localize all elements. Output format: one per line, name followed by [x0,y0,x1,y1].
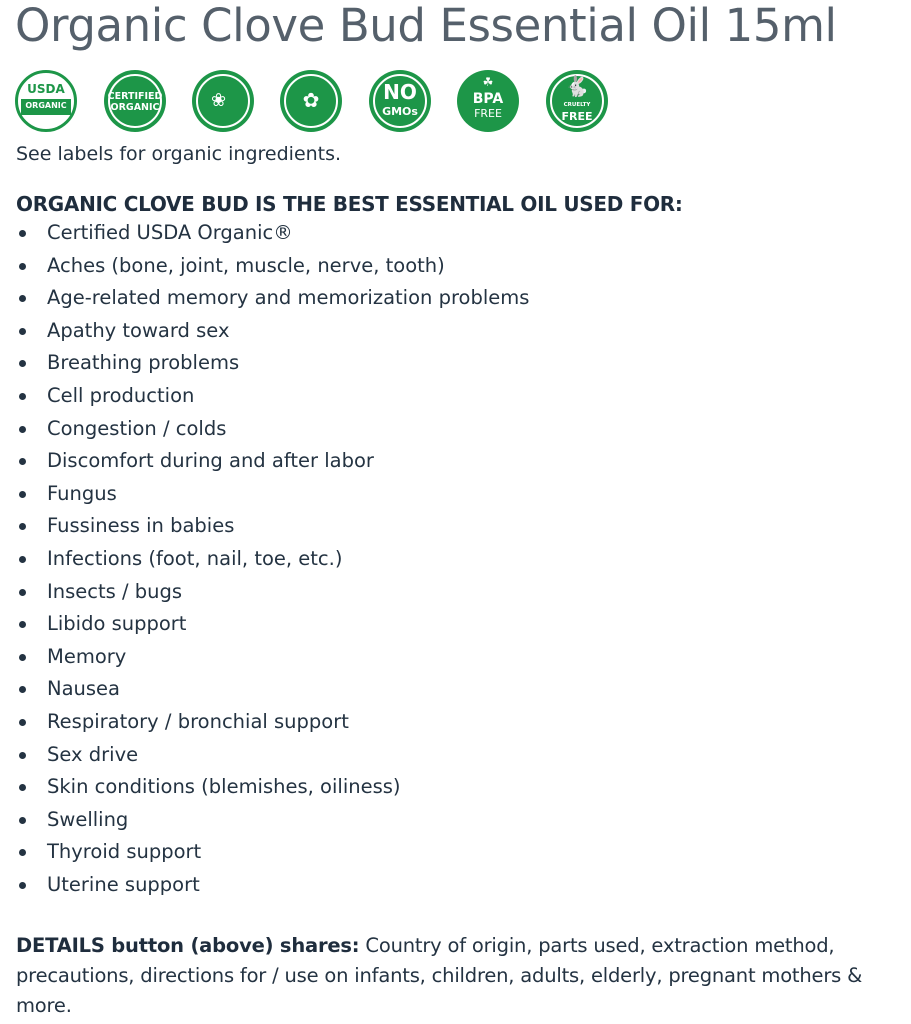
bullet-icon [19,491,26,498]
flower-icon: ✿ [302,88,320,112]
bullet-icon [19,817,26,824]
list-item: Apathy toward sex [0,317,900,350]
footprint-icon: ❀ [211,90,227,111]
bullet-icon [19,328,26,335]
uses-list [0,219,900,903]
list-item: Skin conditions (blemishes, oiliness) [0,773,900,806]
bullet-icon [19,719,26,726]
list-item: Memory [0,643,900,676]
list-item: Cell production [0,382,900,415]
bpa-free-badge-icon: ☘ BPA FREE [457,70,519,132]
organic-ingredients-note: See labels for organic ingredients. [16,143,342,165]
list-item: Swelling [0,806,900,839]
leaf-icon: ☘ [482,75,494,89]
bullet-icon [19,621,26,628]
bullet-icon [19,556,26,563]
list-item: Congestion / colds [0,415,900,448]
details-note [16,931,908,1021]
list-item: Discomfort during and after labor [0,447,900,480]
uses-heading: ORGANIC CLOVE BUD IS THE BEST ESSENTIAL OIL USED FOR: [16,192,683,216]
cruelty-free-badge-icon: 🐇 CRUELTY FREE [546,70,608,132]
list-item: Certified USDA Organic® [0,219,900,252]
list-item: Age-related memory and memorization problems [0,284,900,317]
bullet-icon [19,523,26,530]
list-item: Sex drive [0,741,900,774]
bullet-icon [19,784,26,791]
list-item: Nausea [0,675,900,708]
bullet-icon [19,686,26,693]
bullet-icon [19,295,26,302]
bullet-icon [19,752,26,759]
bullet-icon [19,849,26,856]
details-lead: DETAILS button (above) shares: [16,934,360,957]
details-text: Country of origin, parts used, extraction method, precautions, directions for / use on infants, children, adults, elderly, pregnant mothers & more. [16,934,863,1017]
bullet-icon [19,263,26,270]
bullet-icon [19,654,26,661]
no-gmos-badge-icon: NO GMOs [369,70,431,132]
list-item: Breathing problems [0,349,900,382]
bullet-icon [19,360,26,367]
essante-foundation-badge-icon [280,70,342,132]
list-item: Libido support [0,610,900,643]
list-item: Insects / bugs [0,578,900,611]
list-item: Respiratory / bronchial support [0,708,900,741]
product-title: Organic Clove Bud Essential Oil 15ml [15,0,837,52]
list-item: Fungus [0,480,900,513]
leaves-green-footprint-badge-icon [192,70,254,132]
bullet-icon [19,589,26,596]
bullet-icon [19,393,26,400]
bullet-icon [19,230,26,237]
list-item: Fussiness in babies [0,512,900,545]
bullet-icon [19,882,26,889]
list-item: Thyroid support [0,838,900,871]
list-item: Infections (foot, nail, toe, etc.) [0,545,900,578]
certified-organic-badge-icon: CERTIFIED ORGANIC [104,70,166,132]
bullet-icon [19,426,26,433]
usda-organic-badge-icon: USDA ORGANIC [15,70,77,132]
list-item: Aches (bone, joint, muscle, nerve, tooth) [0,252,900,285]
bullet-icon [19,458,26,465]
rabbit-icon: 🐇 [564,74,590,98]
list-item: Uterine support [0,871,900,904]
